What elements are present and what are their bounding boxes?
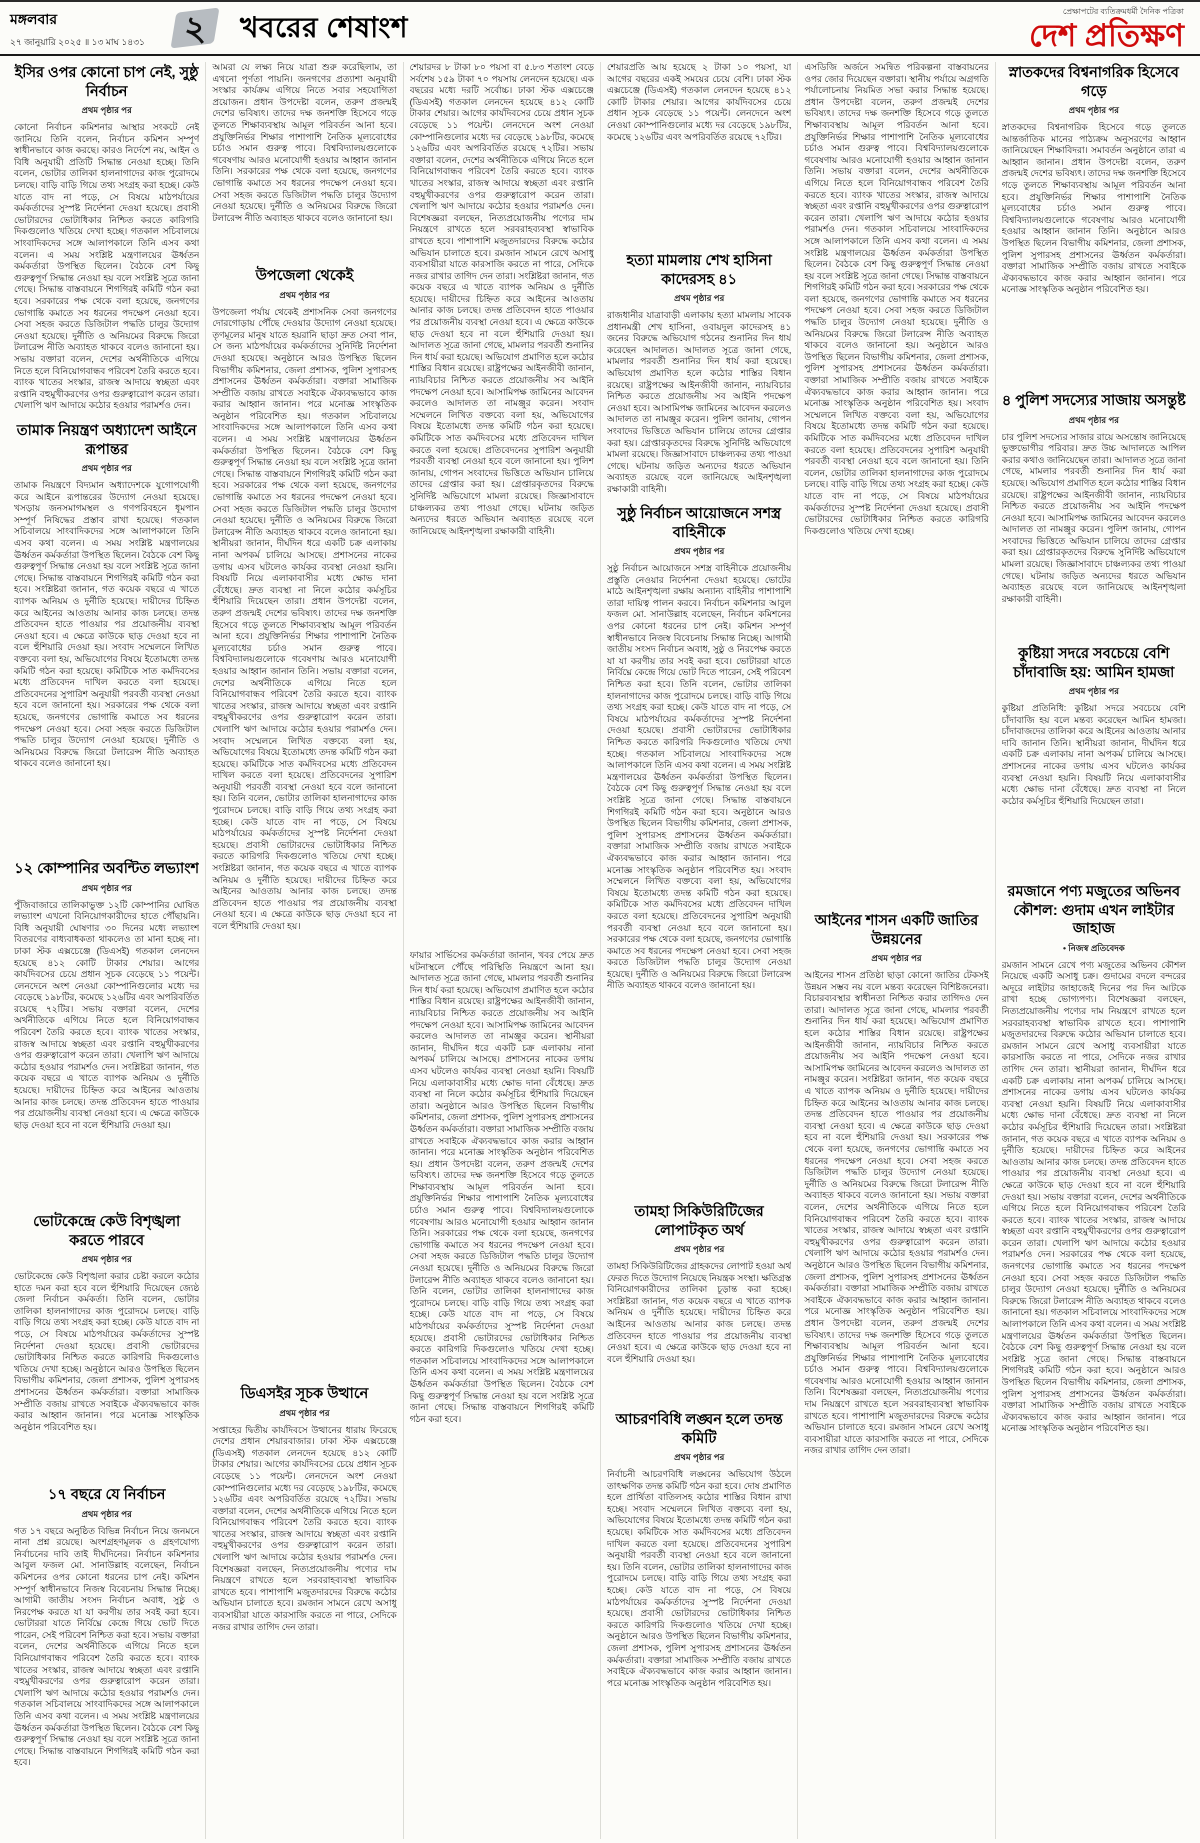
column-6 (995, 62, 1192, 1839)
date-line: ২৭ জানুয়ারি ২০২৫ ॥ ১৩ মাঘ ১৪৩১ (10, 37, 145, 47)
article-hasina-case (607, 250, 791, 495)
article-body: সুষ্ঠু নির্বাচন আয়োজনে সশস্ত্র বাহিনীকে প্রয়োজনীয় প্রস্তুতি নেওয়ার নির্দেশনা দেওয়া হয়েছে। ভোটের মাঠে আইনশৃঙ্খলা রক্ষায় অন্যান্য বাহিনীর পাশাপাশি তারা দায়িত্ব পালন করবে। নির্বাচন কমিশনার আবুল ফজল মো. সানাউল্লাহ বলেছেন, নির্বাচন কমিশনের ওপর কোনো ধরনের চাপ নেই। কমিশন সম্পূর্ণ স্বাধীনভাবে নিজস্ব বিবেচনায় সিদ্ধান্ত নিচ্ছে। আগামী জাতীয় সংসদ নির্বাচন অবাধ, সুষ্ঠু ও নিরপেক্ষ করতে যা যা করণীয় তার সবই করা হবে। ভোটাররা যাতে নির্বিঘ্নে কেন্দ্রে গিয়ে ভোট দিতে পারেন, সেই পরিবেশ নিশ্চিত করা হবে। তিনি বলেন, ভোটার তালিকা হালনাগাদের কাজ পুরোদমে চলছে। বাড়ি বাড়ি গিয়ে তথ্য সংগ্রহ করা হচ্ছে। কেউ যাতে বাদ না পড়ে, সে বিষয়ে মাঠপর্যায়ের কর্মকর্তাদের সুস্পষ্ট নির্দেশনা দেওয়া হয়েছে। প্রবাসী ভোটারদের ভোটাধিকার নিশ্চিত করতে কারিগরি দিকগুলোও খতিয়ে দেখা হচ্ছে। গতকাল সচিবালয়ে সাংবাদিকদের সঙ্গে আলাপকালে তিনি এসব কথা বলেন। এ সময় সংশ্লিষ্ট মন্ত্রণালয়ের ঊর্ধ্বতন কর্মকর্তারা উপস্থিত ছিলেন। বৈঠকে বেশ কিছু গুরুত্বপূর্ণ সিদ্ধান্ত নেওয়া হয় বলে সংশ্লিষ্ট সূত্রে জানা গেছে। সিদ্ধান্ত বাস্তবায়নে শিগগিরই কমিটি গঠন করা হবে। অনুষ্ঠানে আরও উপস্থিত ছিলেন বিভাগীয় কমিশনার, জেলা প্রশাসক, পুলিশ সুপারসহ প্রশাসনের ঊর্ধ্বতন কর্মকর্তারা। বক্তারা সামাজিক সম্প্রীতি বজায় রাখতে সবাইকে ঐক্যবদ্ধভাবে কাজ করার আহ্বান জানান। পরে মনোজ্ঞ সাংস্কৃতিক অনুষ্ঠান পরিবেশিত হয়। সংবাদ সম্মেলনে লিখিত বক্তব্যে বলা হয়, অভিযোগের বিষয়ে ইতোমধ্যে তদন্ত কমিটি গঠন করা হয়েছে। কমিটিকে সাত কর্মদিবসের মধ্যে প্রতিবেদন দাখিল করতে বলা হয়েছে। প্রতিবেদনের সুপারিশ অনুযায়ী পরবর্তী ব্যবস্থা নেওয়া হবে বলে জানানো হয়। সরকারের পক্ষ থেকে বলা হয়েছে, জনগণের ভোগান্তি কমাতে সব ধরনের পদক্ষেপ নেওয়া হবে। সেবা সহজ করতে ডিজিটাল পদ্ধতি চালুর উদ্যোগ নেওয়া হয়েছে। দুর্নীতি ও অনিয়মের বিরুদ্ধে জিরো টলারেন্স নীতি অব্যাহত থাকবে বলেও জানানো হয়। (606, 563, 792, 991)
continued-from-label: প্রথম পৃষ্ঠার পর (81, 1508, 132, 1519)
article-kushtia-extortion (1002, 643, 1186, 873)
article-headline: ৪ পুলিশ সদস্যের সাজায় অসন্তুষ্ট (1001, 393, 1186, 409)
continued-from-label: প্রথম পৃষ্ঠার পর (81, 463, 132, 474)
page-number: ২ (183, 10, 207, 48)
continued-from-label: প্রথম পৃষ্ঠার পর (674, 1244, 725, 1255)
article-tobacco-ordinance (14, 420, 199, 850)
article-polling-station-warning (14, 1211, 199, 1476)
column-4 (600, 62, 797, 1839)
article-armed-forces-election (607, 503, 791, 1193)
continued-from-label: প্রথম পৃষ্ঠার পর (674, 293, 725, 304)
article-body: কোনো নির্বাচন কমিশনার আস্থার সংকটে নেই জানিয়ে তিনি বলেন, নির্বাচন কমিশন সম্পূর্ণ স্বাধীনভাবে কাজ করছে। কারও নির্দেশে নয়, আইন ও বিধি অনুযায়ী প্রতিটি সিদ্ধান্ত নেওয়া হচ্ছে। তিনি বলেন, ভোটার তালিকা হালনাগাদের কাজ পুরোদমে চলছে। বাড়ি বাড়ি গিয়ে তথ্য সংগ্রহ করা হচ্ছে। কেউ যাতে বাদ না পড়ে, সে বিষয়ে মাঠপর্যায়ের কর্মকর্তাদের সুস্পষ্ট নির্দেশনা দেওয়া হয়েছে। প্রবাসী ভোটারদের ভোটাধিকার নিশ্চিত করতে কারিগরি দিকগুলোও খতিয়ে দেখা হচ্ছে। গতকাল সচিবালয়ে সাংবাদিকদের সঙ্গে আলাপকালে তিনি এসব কথা বলেন। এ সময় সংশ্লিষ্ট মন্ত্রণালয়ের ঊর্ধ্বতন কর্মকর্তারা উপস্থিত ছিলেন। বৈঠকে বেশ কিছু গুরুত্বপূর্ণ সিদ্ধান্ত নেওয়া হয় বলে সংশ্লিষ্ট সূত্রে জানা গেছে। সিদ্ধান্ত বাস্তবায়নে শিগগিরই কমিটি গঠন করা হবে। সরকারের পক্ষ থেকে বলা হয়েছে, জনগণের ভোগান্তি কমাতে সব ধরনের পদক্ষেপ নেওয়া হবে। সেবা সহজ করতে ডিজিটাল পদ্ধতি চালুর উদ্যোগ নেওয়া হয়েছে। দুর্নীতি ও অনিয়মের বিরুদ্ধে জিরো টলারেন্স নীতি অব্যাহত থাকবে বলেও জানানো হয়। সভায় বক্তারা বলেন, দেশের অর্থনীতিকে এগিয়ে নিতে হলে বিনিয়োগবান্ধব পরিবেশ তৈরি করতে হবে। ব্যাংক খাতের সংস্কার, রাজস্ব আদায়ে স্বচ্ছতা এবং রপ্তানি বহুমুখীকরণের ওপর গুরুত্বারোপ করেন তারা। খেলাপি ঋণ আদায়ে কঠোর হওয়ার পরামর্শও দেন। (14, 122, 200, 411)
article-headline: উপজেলা থেকেই (255, 268, 354, 284)
article-headline: রমজানে পণ্য মজুতের অভিনব কৌশল: গুদাম এখন লাইটার জাহাজ (1007, 884, 1181, 938)
article-headline: ডিএসইর সূচক উত্থানে (240, 1386, 369, 1402)
article-headline: তামাক নিয়ন্ত্রণ অধ্যাদেশ আইনে রূপান্তর (16, 423, 197, 458)
article-headline: আইনের শাসন একটি জাতির উন্নয়নের (814, 913, 979, 948)
date-block (10, 8, 160, 50)
article-headline: ইসির ওপর কোনো চাপ নেই, সুষ্ঠু নির্বাচন (14, 65, 199, 100)
article-headline: আচরণবিধি লঙ্ঘন হলে তদন্ত কমিটি (615, 1412, 783, 1447)
article-body: ভোটকেন্দ্রে কেউ বিশৃঙ্খলা করার চেষ্টা করলে কঠোর হাতে দমন করা হবে বলে হুঁশিয়ারি দিয়েছেন জ্যেষ্ঠ জেলা নির্বাচন কর্মকর্তা। তিনি বলেন, ভোটার তালিকা হালনাগাদের কাজ পুরোদমে চলছে। বাড়ি বাড়ি গিয়ে তথ্য সংগ্রহ করা হচ্ছে। কেউ যাতে বাদ না পড়ে, সে বিষয়ে মাঠপর্যায়ের কর্মকর্তাদের সুস্পষ্ট নির্দেশনা দেওয়া হয়েছে। প্রবাসী ভোটারদের ভোটাধিকার নিশ্চিত করতে কারিগরি দিকগুলোও খতিয়ে দেখা হচ্ছে। অনুষ্ঠানে আরও উপস্থিত ছিলেন বিভাগীয় কমিশনার, জেলা প্রশাসক, পুলিশ সুপারসহ প্রশাসনের ঊর্ধ্বতন কর্মকর্তারা। বক্তারা সামাজিক সম্প্রীতি বজায় রাখতে সবাইকে ঐক্যবদ্ধভাবে কাজ করার আহ্বান জানান। পরে মনোজ্ঞ সাংস্কৃতিক অনুষ্ঠান পরিবেশিত হয়। (14, 1271, 200, 1432)
article-body: চার পুলিশ সদস্যের সাজার রায়ে অসন্তোষ জানিয়েছে ভুক্তভোগীর পরিবার। দ্রুত উচ্চ আদালতে আপিল করার কথাও জানিয়েছেন তারা। আদালত সূত্রে জানা গেছে, মামলার পরবর্তী শুনানির দিন ধার্য করা হয়েছে। অভিযোগ প্রমাণিত হলে কঠোর শাস্তির বিধান রয়েছে। রাষ্ট্রপক্ষের আইনজীবী জানান, ন্যায়বিচার নিশ্চিত করতে প্রয়োজনীয় সব আইনি পদক্ষেপ নেওয়া হবে। আসামিপক্ষ জামিনের আবেদন করলেও আদালত তা নামঞ্জুর করেন। পুলিশ জানায়, গোপন সংবাদের ভিত্তিতে অভিযান চালিয়ে তাদের গ্রেপ্তার করা হয়। গ্রেপ্তারকৃতদের বিরুদ্ধে সুনির্দিষ্ট অভিযোগে মামলা রয়েছে। জিজ্ঞাসাবাদে চাঞ্চল্যকর তথ্য পাওয়া গেছে। ঘটনায় জড়িত অন্যদের ধরতে অভিযান অব্যাহত রয়েছে বলে জানিয়েছে আইনশৃঙ্খলা রক্ষাকারী বাহিনী। (1001, 431, 1186, 604)
column-2 (205, 62, 402, 1839)
continued-from-label: প্রথম পৃষ্ঠার পর (871, 953, 922, 964)
article-dse-index (212, 1383, 396, 1839)
article-body: আমরা যে লক্ষ্য নিয়ে যাত্রা শুরু করেছিলাম, তা এখনো পূর্ণতা পায়নি। জনগণের প্রত্যাশা অনুযায়ী সংস্কার কার্যক্রম এগিয়ে নিতে সবার সহযোগিতা প্রয়োজন। প্রধান উপদেষ্টা বলেন, তরুণ প্রজন্মই দেশের ভবিষ্যৎ। তাদের দক্ষ জনশক্তি হিসেবে গড়ে তুলতে শিক্ষাব্যবস্থায় আমূল পরিবর্তন আনা হবে। প্রযুক্তিনির্ভর শিক্ষার পাশাপাশি নৈতিক মূল্যবোধের চর্চাও সমান গুরুত্ব পাবে। বিশ্ববিদ্যালয়গুলোকে গবেষণায় আরও মনোযোগী হওয়ার আহ্বান জানান তিনি। সরকারের পক্ষ থেকে বলা হয়েছে, জনগণের ভোগান্তি কমাতে সব ধরনের পদক্ষেপ নেওয়া হবে। সেবা সহজ করতে ডিজিটাল পদ্ধতি চালুর উদ্যোগ নেওয়া হয়েছে। দুর্নীতি ও অনিয়মের বিরুদ্ধে জিরো টলারেন্স নীতি অব্যাহত থাকবে বলেও জানানো হয়। (212, 62, 397, 223)
article-ec-no-pressure (14, 62, 199, 412)
article-headline: ভোটকেন্দ্রে কেউ বিশৃঙ্খলা করতে পারবে (33, 1214, 181, 1249)
article-body: সপ্তাহের দ্বিতীয় কার্যদিবসে উত্থানের ধারায় ফিরেছে দেশের প্রধান শেয়ারবাজার। ঢাকা স্টক এক্সচেঞ্জে (ডিএসই) গতকাল লেনদেন হয়েছে ৪১২ কোটি টাকার শেয়ার। আগের কার্যদিবসের চেয়ে প্রধান সূচক বেড়েছে ১১ পয়েন্ট। লেনদেনে অংশ নেওয়া কোম্পানিগুলোর মধ্যে দর বেড়েছে ১৯৮টির, কমেছে ১২৬টির এবং অপরিবর্তিত রয়েছে ৭২টির। সভায় বক্তারা বলেন, দেশের অর্থনীতিকে এগিয়ে নিতে হলে বিনিয়োগবান্ধব পরিবেশ তৈরি করতে হবে। ব্যাংক খাতের সংস্কার, রাজস্ব আদায়ে স্বচ্ছতা এবং রপ্তানি বহুমুখীকরণের ওপর গুরুত্বারোপ করেন তারা। খেলাপি ঋণ আদায়ে কঠোর হওয়ার পরামর্শও দেন। বিশেষজ্ঞরা বলছেন, নিত্যপ্রয়োজনীয় পণ্যের দাম নিয়ন্ত্রণে রাখতে হলে সরবরাহব্যবস্থা স্বাভাবিক রাখতে হবে। পাশাপাশি মজুতদারদের বিরুদ্ধে কঠোর অভিযান চালাতে হবে। রমজান সামনে রেখে অসাধু ব্যবসায়ীরা যাতে কারসাজি করতে না পারে, সেদিকে নজর রাখার তাগিদ দেন তারা। (212, 1424, 397, 1632)
article-body: শেয়ারপ্রতি আয় হয়েছে ২ টাকা ১০ পয়সা, যা আগের বছরের একই সময়ের চেয়ে বেশি। ঢাকা স্টক এক্সচেঞ্জে (ডিএসই) গতকাল লেনদেন হয়েছে ৪১২ কোটি টাকার শেয়ার। আগের কার্যদিবসের চেয়ে প্রধান সূচক বেড়েছে ১১ পয়েন্ট। লেনদেনে অংশ নেওয়া কোম্পানিগুলোর মধ্যে দর বেড়েছে ১৯৮টির, কমেছে ১২৬টির এবং অপরিবর্তিত রয়েছে ৭২টির। (606, 62, 792, 142)
article-12-companies-dividend (14, 858, 199, 1203)
article-headline: ১২ কোম্পানির অবন্টিত লভ্যাংশ (14, 861, 200, 877)
continued-from-label: প্রথম পৃষ্ঠার পর (81, 882, 132, 893)
article-continuation (410, 62, 594, 942)
article-body: গত ১৭ বছরে অনুষ্ঠিত বিভিন্ন নির্বাচন নিয়ে জনমনে নানা প্রশ্ন রয়েছে। অংশগ্রহণমূলক ও গ্রহণযোগ্য নির্বাচনের দাবি তাই দীর্ঘদিনের। নির্বাচন কমিশনার আবুল ফজল মো. সানাউল্লাহ বলেছেন, নির্বাচন কমিশনের ওপর কোনো ধরনের চাপ নেই। কমিশন সম্পূর্ণ স্বাধীনভাবে নিজস্ব বিবেচনায় সিদ্ধান্ত নিচ্ছে। আগামী জাতীয় সংসদ নির্বাচন অবাধ, সুষ্ঠু ও নিরপেক্ষ করতে যা যা করণীয় তার সবই করা হবে। ভোটাররা যাতে নির্বিঘ্নে কেন্দ্রে গিয়ে ভোট দিতে পারেন, সেই পরিবেশ নিশ্চিত করা হবে। সভায় বক্তারা বলেন, দেশের অর্থনীতিকে এগিয়ে নিতে হলে বিনিয়োগবান্ধব পরিবেশ তৈরি করতে হবে। ব্যাংক খাতের সংস্কার, রাজস্ব আদায়ে স্বচ্ছতা এবং রপ্তানি বহুমুখীকরণের ওপর গুরুত্বারোপ করেন তারা। খেলাপি ঋণ আদায়ে কঠোর হওয়ার পরামর্শও দেন। গতকাল সচিবালয়ে সাংবাদিকদের সঙ্গে আলাপকালে তিনি এসব কথা বলেন। এ সময় সংশ্লিষ্ট মন্ত্রণালয়ের ঊর্ধ্বতন কর্মকর্তারা উপস্থিত ছিলেন। বৈঠকে বেশ কিছু গুরুত্বপূর্ণ সিদ্ধান্ত নেওয়া হয় বলে সংশ্লিষ্ট সূত্রে জানা গেছে। সিদ্ধান্ত বাস্তবায়নে শিগগিরই কমিটি গঠন করা হবে। (14, 1525, 200, 1768)
article-body: কুষ্টিয়া প্রতিনিধি: কুষ্টিয়া সদরে সবচেয়ে বেশি চাঁদাবাজি হয় বলে মন্তব্য করেছেন আমিন হামজা। চাঁদাবাজদের তালিকা করে আইনের আওতায় আনার দাবি জানান তিনি। স্থানীয়রা জানান, দীর্ঘদিন ধরে একটি চক্র এলাকায় নানা অপকর্ম চালিয়ে আসছে। প্রশাসনের নাকের ডগায় এসব ঘটলেও কার্যকর ব্যবস্থা নেওয়া হয়নি। বিষয়টি নিয়ে এলাকাবাসীর মধ্যে ক্ষোভ দানা বেঁধেছে। দ্রুত ব্যবস্থা না নিলে কঠোর কর্মসূচির হুঁশিয়ারি দিয়েছেন তারা। (1001, 703, 1186, 806)
article-columns (0, 56, 1200, 1839)
article-tamha-securities (607, 1201, 791, 1401)
logo-tagline: প্রেক্ষাপটের ব্যতিক্রমধর্মী দৈনিক পত্রিকা (1062, 6, 1184, 16)
article-headline: স্নাতকদের বিশ্বনাগরিক হিসেবে গড়ে (1008, 65, 1179, 100)
article-body: স্নাতকদের বিশ্বনাগরিক হিসেবে গড়ে তুলতে আন্তর্জাতিক মানের পাঠ্যক্রম অনুসরণের আহ্বান জানিয়েছেন শিক্ষাবিদরা। সমাবর্তন অনুষ্ঠানে তারা এ আহ্বান জানান। প্রধান উপদেষ্টা বলেন, তরুণ প্রজন্মই দেশের ভবিষ্যৎ। তাদের দক্ষ জনশক্তি হিসেবে গড়ে তুলতে শিক্ষাব্যবস্থায় আমূল পরিবর্তন আনা হবে। প্রযুক্তিনির্ভর শিক্ষার পাশাপাশি নৈতিক মূল্যবোধের চর্চাও সমান গুরুত্ব পাবে। বিশ্ববিদ্যালয়গুলোকে গবেষণায় আরও মনোযোগী হওয়ার আহ্বান জানান তিনি। অনুষ্ঠানে আরও উপস্থিত ছিলেন বিভাগীয় কমিশনার, জেলা প্রশাসক, পুলিশ সুপারসহ প্রশাসনের ঊর্ধ্বতন কর্মকর্তারা। বক্তারা সামাজিক সম্প্রীতি বজায় রাখতে সবাইকে ঐক্যবদ্ধভাবে কাজ করার আহ্বান জানান। পরে মনোজ্ঞ সাংস্কৃতিক অনুষ্ঠান পরিবেশিত হয়। (1001, 122, 1186, 295)
article-headline: সুষ্ঠু নির্বাচন আয়োজনে সশস্ত্র বাহিনীকে (617, 506, 782, 541)
article-upazila (212, 265, 396, 1375)
continued-from-label: প্রথম পৃষ্ঠার পর (1068, 686, 1119, 697)
article-body: ফায়ার সার্ভিসের কর্মকর্তারা জানান, খবর পেয়ে দ্রুত ঘটনাস্থলে পৌঁছে পরিস্থিতি নিয়ন্ত্রণে আনা হয়। আদালত সূত্রে জানা গেছে, মামলার পরবর্তী শুনানির দিন ধার্য করা হয়েছে। অভিযোগ প্রমাণিত হলে কঠোর শাস্তির বিধান রয়েছে। রাষ্ট্রপক্ষের আইনজীবী জানান, ন্যায়বিচার নিশ্চিত করতে প্রয়োজনীয় সব আইনি পদক্ষেপ নেওয়া হবে। আসামিপক্ষ জামিনের আবেদন করলেও আদালত তা নামঞ্জুর করেন। স্থানীয়রা জানান, দীর্ঘদিন ধরে একটি চক্র এলাকায় নানা অপকর্ম চালিয়ে আসছে। প্রশাসনের নাকের ডগায় এসব ঘটলেও কার্যকর ব্যবস্থা নেওয়া হয়নি। বিষয়টি নিয়ে এলাকাবাসীর মধ্যে ক্ষোভ দানা বেঁধেছে। দ্রুত ব্যবস্থা না নিলে কঠোর কর্মসূচির হুঁশিয়ারি দিয়েছেন তারা। অনুষ্ঠানে আরও উপস্থিত ছিলেন বিভাগীয় কমিশনার, জেলা প্রশাসক, পুলিশ সুপারসহ প্রশাসনের ঊর্ধ্বতন কর্মকর্তারা। বক্তারা সামাজিক সম্প্রীতি বজায় রাখতে সবাইকে ঐক্যবদ্ধভাবে কাজ করার আহ্বান জানান। পরে মনোজ্ঞ সাংস্কৃতিক অনুষ্ঠান পরিবেশিত হয়। প্রধান উপদেষ্টা বলেন, তরুণ প্রজন্মই দেশের ভবিষ্যৎ। তাদের দক্ষ জনশক্তি হিসেবে গড়ে তুলতে শিক্ষাব্যবস্থায় আমূল পরিবর্তন আনা হবে। প্রযুক্তিনির্ভর শিক্ষার পাশাপাশি নৈতিক মূল্যবোধের চর্চাও সমান গুরুত্ব পাবে। বিশ্ববিদ্যালয়গুলোকে গবেষণায় আরও মনোযোগী হওয়ার আহ্বান জানান তিনি। সরকারের পক্ষ থেকে বলা হয়েছে, জনগণের ভোগান্তি কমাতে সব ধরনের পদক্ষেপ নেওয়া হবে। সেবা সহজ করতে ডিজিটাল পদ্ধতি চালুর উদ্যোগ নেওয়া হয়েছে। দুর্নীতি ও অনিয়মের বিরুদ্ধে জিরো টলারেন্স নীতি অব্যাহত থাকবে বলেও জানানো হয়। তিনি বলেন, ভোটার তালিকা হালনাগাদের কাজ পুরোদমে চলছে। বাড়ি বাড়ি গিয়ে তথ্য সংগ্রহ করা হচ্ছে। কেউ যাতে বাদ না পড়ে, সে বিষয়ে মাঠপর্যায়ের কর্মকর্তাদের সুস্পষ্ট নির্দেশনা দেওয়া হয়েছে। প্রবাসী ভোটারদের ভোটাধিকার নিশ্চিত করতে কারিগরি দিকগুলোও খতিয়ে দেখা হচ্ছে। গতকাল সচিবালয়ে সাংবাদিকদের সঙ্গে আলাপকালে তিনি এসব কথা বলেন। এ সময় সংশ্লিষ্ট মন্ত্রণালয়ের ঊর্ধ্বতন কর্মকর্তারা উপস্থিত ছিলেন। বৈঠকে বেশ কিছু গুরুত্বপূর্ণ সিদ্ধান্ত নেওয়া হয় বলে সংশ্লিষ্ট সূত্রে জানা গেছে। সিদ্ধান্ত বাস্তবায়নে শিগগিরই কমিটি গঠন করা হবে। (409, 950, 594, 1424)
article-headline: কুষ্টিয়া সদরে সবচেয়ে বেশি চাঁদাবাজি হয়: আমিন হামজা (1013, 646, 1175, 681)
article-headline: তামহা সিকিউরিটিজের লোপাটকৃত অর্থ (634, 1204, 764, 1239)
continued-from-label: প্রথম পৃষ্ঠার পর (279, 289, 330, 300)
column-1 (8, 62, 205, 1839)
continued-from-label: প্রথম পৃষ্ঠার পর (1068, 414, 1119, 425)
article-graduates-global-citizens (1002, 62, 1186, 382)
article-headline: হত্যা মামলায় শেখ হাসিনা কাদেরসহ ৪১ (626, 253, 772, 288)
article-police-sentence (1002, 390, 1186, 635)
section-title: খবরের শেষাংশ (240, 11, 408, 43)
column-5 (797, 62, 994, 1839)
article-headline: ১৭ বছরে যে নির্বাচন (47, 1487, 166, 1503)
article-body: রাজধানীর যাত্রাবাড়ী এলাকায় হত্যা মামলায় সাবেক প্রধানমন্ত্রী শেখ হাসিনা, ওবায়দুল কাদেরসহ ৪১ জনের বিরুদ্ধে অভিযোগ গঠনের শুনানির দিন ধার্য করেছেন আদালত। আদালত সূত্রে জানা গেছে, মামলার পরবর্তী শুনানির দিন ধার্য করা হয়েছে। অভিযোগ প্রমাণিত হলে কঠোর শাস্তির বিধান রয়েছে। রাষ্ট্রপক্ষের আইনজীবী জানান, ন্যায়বিচার নিশ্চিত করতে প্রয়োজনীয় সব আইনি পদক্ষেপ নেওয়া হবে। আসামিপক্ষ জামিনের আবেদন করলেও আদালত তা নামঞ্জুর করেন। পুলিশ জানায়, গোপন সংবাদের ভিত্তিতে অভিযান চালিয়ে তাদের গ্রেপ্তার করা হয়। গ্রেপ্তারকৃতদের বিরুদ্ধে সুনির্দিষ্ট অভিযোগে মামলা রয়েছে। জিজ্ঞাসাবাদে চাঞ্চল্যকর তথ্য পাওয়া গেছে। ঘটনায় জড়িত অন্যদের ধরতে অভিযান অব্যাহত রয়েছে বলে জানিয়েছে আইনশৃঙ্খলা রক্ষাকারী বাহিনী। (606, 310, 792, 494)
article-body: শেয়ারদর ৮ টাকা ৮০ পয়সা বা ৫.৮৩ শতাংশ বেড়ে সর্বশেষ ১৫৯ টাকা ৭০ পয়সায় লেনদেন হয়েছে। এক বছরের মধ্যে দরটি সর্বোচ্চ। ঢাকা স্টক এক্সচেঞ্জে (ডিএসই) গতকাল লেনদেন হয়েছে ৪১২ কোটি টাকার শেয়ার। আগের কার্যদিবসের চেয়ে প্রধান সূচক বেড়েছে ১১ পয়েন্ট। লেনদেনে অংশ নেওয়া কোম্পানিগুলোর মধ্যে দর বেড়েছে ১৯৮টির, কমেছে ১২৬টির এবং অপরিবর্তিত রয়েছে ৭২টির। সভায় বক্তারা বলেন, দেশের অর্থনীতিকে এগিয়ে নিতে হলে বিনিয়োগবান্ধব পরিবেশ তৈরি করতে হবে। ব্যাংক খাতের সংস্কার, রাজস্ব আদায়ে স্বচ্ছতা এবং রপ্তানি বহুমুখীকরণের ওপর গুরুত্বারোপ করেন তারা। খেলাপি ঋণ আদায়ে কঠোর হওয়ার পরামর্শও দেন। বিশেষজ্ঞরা বলছেন, নিত্যপ্রয়োজনীয় পণ্যের দাম নিয়ন্ত্রণে রাখতে হলে সরবরাহব্যবস্থা স্বাভাবিক রাখতে হবে। পাশাপাশি মজুতদারদের বিরুদ্ধে কঠোর অভিযান চালাতে হবে। রমজান সামনে রেখে অসাধু ব্যবসায়ীরা যাতে কারসাজি করতে না পারে, সেদিকে নজর রাখার তাগিদ দেন তারা। সংশ্লিষ্টরা জানান, গত কয়েক বছরে এ খাতে ব্যাপক অনিয়ম ও দুর্নীতি হয়েছে। দায়ীদের চিহ্নিত করে আইনের আওতায় আনার কাজ চলছে। তদন্ত প্রতিবেদন হাতে পাওয়ার পর প্রয়োজনীয় ব্যবস্থা নেওয়া হবে। এ ক্ষেত্রে কাউকে ছাড় দেওয়া হবে না বলে হুঁশিয়ারি দেওয়া হয়। আদালত সূত্রে জানা গেছে, মামলার পরবর্তী শুনানির দিন ধার্য করা হয়েছে। অভিযোগ প্রমাণিত হলে কঠোর শাস্তির বিধান রয়েছে। রাষ্ট্রপক্ষের আইনজীবী জানান, ন্যায়বিচার নিশ্চিত করতে প্রয়োজনীয় সব আইনি পদক্ষেপ নেওয়া হবে। আসামিপক্ষ জামিনের আবেদন করলেও আদালত তা নামঞ্জুর করেন। সংবাদ সম্মেলনে লিখিত বক্তব্যে বলা হয়, অভিযোগের বিষয়ে ইতোমধ্যে তদন্ত কমিটি গঠন করা হয়েছে। কমিটিকে সাত কর্মদিবসের মধ্যে প্রতিবেদন দাখিল করতে বলা হয়েছে। প্রতিবেদনের সুপারিশ অনুযায়ী পরবর্তী ব্যবস্থা নেওয়া হবে বলে জানানো হয়। পুলিশ জানায়, গোপন সংবাদের ভিত্তিতে অভিযান চালিয়ে তাদের গ্রেপ্তার করা হয়। গ্রেপ্তারকৃতদের বিরুদ্ধে সুনির্দিষ্ট অভিযোগে মামলা রয়েছে। জিজ্ঞাসাবাদে চাঞ্চল্যকর তথ্য পাওয়া গেছে। ঘটনায় জড়িত অন্যদের ধরতে অভিযান অব্যাহত রয়েছে বলে জানিয়েছে আইনশৃঙ্খলা রক্ষাকারী বাহিনী। (409, 62, 594, 536)
article-body: নির্বাচনী আচরণবিধি লঙ্ঘনের অভিযোগ উঠলে তাৎক্ষণিক তদন্ত কমিটি গঠন করা হবে। দোষ প্রমাণিত হলে প্রার্থিতা বাতিলসহ কঠোর শাস্তির বিধান রাখা হচ্ছে। সংবাদ সম্মেলনে লিখিত বক্তব্যে বলা হয়, অভিযোগের বিষয়ে ইতোমধ্যে তদন্ত কমিটি গঠন করা হয়েছে। কমিটিকে সাত কর্মদিবসের মধ্যে প্রতিবেদন দাখিল করতে বলা হয়েছে। প্রতিবেদনের সুপারিশ অনুযায়ী পরবর্তী ব্যবস্থা নেওয়া হবে বলে জানানো হয়। তিনি বলেন, ভোটার তালিকা হালনাগাদের কাজ পুরোদমে চলছে। বাড়ি বাড়ি গিয়ে তথ্য সংগ্রহ করা হচ্ছে। কেউ যাতে বাদ না পড়ে, সে বিষয়ে মাঠপর্যায়ের কর্মকর্তাদের সুস্পষ্ট নির্দেশনা দেওয়া হয়েছে। প্রবাসী ভোটারদের ভোটাধিকার নিশ্চিত করতে কারিগরি দিকগুলোও খতিয়ে দেখা হচ্ছে। অনুষ্ঠানে আরও উপস্থিত ছিলেন বিভাগীয় কমিশনার, জেলা প্রশাসক, পুলিশ সুপারসহ প্রশাসনের ঊর্ধ্বতন কর্মকর্তারা। বক্তারা সামাজিক সম্প্রীতি বজায় রাখতে সবাইকে ঐক্যবদ্ধভাবে কাজ করার আহ্বান জানান। পরে মনোজ্ঞ সাংস্কৃতিক অনুষ্ঠান পরিবেশিত হয়। (606, 1469, 792, 1688)
article-body: আইনের শাসন প্রতিষ্ঠা ছাড়া কোনো জাতির টেকসই উন্নয়ন সম্ভব নয় বলে মন্তব্য করেছেন বিশিষ্টজনেরা। বিচারব্যবস্থার স্বাধীনতা নিশ্চিত করার তাগিদও দেন তারা। আদালত সূত্রে জানা গেছে, মামলার পরবর্তী শুনানির দিন ধার্য করা হয়েছে। অভিযোগ প্রমাণিত হলে কঠোর শাস্তির বিধান রয়েছে। রাষ্ট্রপক্ষের আইনজীবী জানান, ন্যায়বিচার নিশ্চিত করতে প্রয়োজনীয় সব আইনি পদক্ষেপ নেওয়া হবে। আসামিপক্ষ জামিনের আবেদন করলেও আদালত তা নামঞ্জুর করেন। সংশ্লিষ্টরা জানান, গত কয়েক বছরে এ খাতে ব্যাপক অনিয়ম ও দুর্নীতি হয়েছে। দায়ীদের চিহ্নিত করে আইনের আওতায় আনার কাজ চলছে। তদন্ত প্রতিবেদন হাতে পাওয়ার পর প্রয়োজনীয় ব্যবস্থা নেওয়া হবে। এ ক্ষেত্রে কাউকে ছাড় দেওয়া হবে না বলে হুঁশিয়ারি দেওয়া হয়। সরকারের পক্ষ থেকে বলা হয়েছে, জনগণের ভোগান্তি কমাতে সব ধরনের পদক্ষেপ নেওয়া হবে। সেবা সহজ করতে ডিজিটাল পদ্ধতি চালুর উদ্যোগ নেওয়া হয়েছে। দুর্নীতি ও অনিয়মের বিরুদ্ধে জিরো টলারেন্স নীতি অব্যাহত থাকবে বলেও জানানো হয়। সভায় বক্তারা বলেন, দেশের অর্থনীতিকে এগিয়ে নিতে হলে বিনিয়োগবান্ধব পরিবেশ তৈরি করতে হবে। ব্যাংক খাতের সংস্কার, রাজস্ব আদায়ে স্বচ্ছতা এবং রপ্তানি বহুমুখীকরণের ওপর গুরুত্বারোপ করেন তারা। খেলাপি ঋণ আদায়ে কঠোর হওয়ার পরামর্শও দেন। অনুষ্ঠানে আরও উপস্থিত ছিলেন বিভাগীয় কমিশনার, জেলা প্রশাসক, পুলিশ সুপারসহ প্রশাসনের ঊর্ধ্বতন কর্মকর্তারা। বক্তারা সামাজিক সম্প্রীতি বজায় রাখতে সবাইকে ঐক্যবদ্ধভাবে কাজ করার আহ্বান জানান। পরে মনোজ্ঞ সাংস্কৃতিক অনুষ্ঠান পরিবেশিত হয়। প্রধান উপদেষ্টা বলেন, তরুণ প্রজন্মই দেশের ভবিষ্যৎ। তাদের দক্ষ জনশক্তি হিসেবে গড়ে তুলতে শিক্ষাব্যবস্থায় আমূল পরিবর্তন আনা হবে। প্রযুক্তিনির্ভর শিক্ষার পাশাপাশি নৈতিক মূল্যবোধের চর্চাও সমান গুরুত্ব পাবে। বিশ্ববিদ্যালয়গুলোকে গবেষণায় আরও মনোযোগী হওয়ার আহ্বান জানান তিনি। বিশেষজ্ঞরা বলছেন, নিত্যপ্রয়োজনীয় পণ্যের দাম নিয়ন্ত্রণে রাখতে হলে সরবরাহব্যবস্থা স্বাভাবিক রাখতে হবে। পাশাপাশি মজুতদারদের বিরুদ্ধে কঠোর অভিযান চালাতে হবে। রমজান সামনে রেখে অসাধু ব্যবসায়ীরা যাতে কারসাজি করতে না পারে, সেদিকে নজর রাখার তাগিদ দেন তারা। (804, 970, 989, 1456)
masthead (0, 2, 1200, 56)
article-body: তামাক নিয়ন্ত্রণে বিদ্যমান অধ্যাদেশকে যুগোপযোগী করে আইনে রূপান্তরের উদ্যোগ নেওয়া হয়েছে। খসড়ায় জনসমাগমস্থল ও গণপরিবহনে ধূমপান সম্পূর্ণ নিষিদ্ধের প্রস্তাব রাখা হয়েছে। গতকাল সচিবালয়ে সাংবাদিকদের সঙ্গে আলাপকালে তিনি এসব কথা বলেন। এ সময় সংশ্লিষ্ট মন্ত্রণালয়ের ঊর্ধ্বতন কর্মকর্তারা উপস্থিত ছিলেন। বৈঠকে বেশ কিছু গুরুত্বপূর্ণ সিদ্ধান্ত নেওয়া হয় বলে সংশ্লিষ্ট সূত্রে জানা গেছে। সিদ্ধান্ত বাস্তবায়নে শিগগিরই কমিটি গঠন করা হবে। সংশ্লিষ্টরা জানান, গত কয়েক বছরে এ খাতে ব্যাপক অনিয়ম ও দুর্নীতি হয়েছে। দায়ীদের চিহ্নিত করে আইনের আওতায় আনার কাজ চলছে। তদন্ত প্রতিবেদন হাতে পাওয়ার পর প্রয়োজনীয় ব্যবস্থা নেওয়া হবে। এ ক্ষেত্রে কাউকে ছাড় দেওয়া হবে না বলে হুঁশিয়ারি দেওয়া হয়। সংবাদ সম্মেলনে লিখিত বক্তব্যে বলা হয়, অভিযোগের বিষয়ে ইতোমধ্যে তদন্ত কমিটি গঠন করা হয়েছে। কমিটিকে সাত কর্মদিবসের মধ্যে প্রতিবেদন দাখিল করতে বলা হয়েছে। প্রতিবেদনের সুপারিশ অনুযায়ী পরবর্তী ব্যবস্থা নেওয়া হবে বলে জানানো হয়। সরকারের পক্ষ থেকে বলা হয়েছে, জনগণের ভোগান্তি কমাতে সব ধরনের পদক্ষেপ নেওয়া হবে। সেবা সহজ করতে ডিজিটাল পদ্ধতি চালুর উদ্যোগ নেওয়া হয়েছে। দুর্নীতি ও অনিয়মের বিরুদ্ধে জিরো টলারেন্স নীতি অব্যাহত থাকবে বলেও জানানো হয়। (14, 480, 200, 769)
continued-from-label: প্রথম পৃষ্ঠার পর (1068, 105, 1119, 116)
article-body: উপজেলা পর্যায় থেকেই প্রশাসনিক সেবা জনগণের দোরগোড়ায় পৌঁছে দেওয়ার উদ্যোগ নেওয়া হয়েছে। তৃণমূলের মানুষ যাতে হয়রানি ছাড়া দ্রুত সেবা পান, সে জন্য মাঠপর্যায়ের কর্মকর্তাদের সুনির্দিষ্ট নির্দেশনা দেওয়া হয়েছে। অনুষ্ঠানে আরও উপস্থিত ছিলেন বিভাগীয় কমিশনার, জেলা প্রশাসক, পুলিশ সুপারসহ প্রশাসনের ঊর্ধ্বতন কর্মকর্তারা। বক্তারা সামাজিক সম্প্রীতি বজায় রাখতে সবাইকে ঐক্যবদ্ধভাবে কাজ করার আহ্বান জানান। পরে মনোজ্ঞ সাংস্কৃতিক অনুষ্ঠান পরিবেশিত হয়। গতকাল সচিবালয়ে সাংবাদিকদের সঙ্গে আলাপকালে তিনি এসব কথা বলেন। এ সময় সংশ্লিষ্ট মন্ত্রণালয়ের ঊর্ধ্বতন কর্মকর্তারা উপস্থিত ছিলেন। বৈঠকে বেশ কিছু গুরুত্বপূর্ণ সিদ্ধান্ত নেওয়া হয় বলে সংশ্লিষ্ট সূত্রে জানা গেছে। সিদ্ধান্ত বাস্তবায়নে শিগগিরই কমিটি গঠন করা হবে। সরকারের পক্ষ থেকে বলা হয়েছে, জনগণের ভোগান্তি কমাতে সব ধরনের পদক্ষেপ নেওয়া হবে। সেবা সহজ করতে ডিজিটাল পদ্ধতি চালুর উদ্যোগ নেওয়া হয়েছে। দুর্নীতি ও অনিয়মের বিরুদ্ধে জিরো টলারেন্স নীতি অব্যাহত থাকবে বলেও জানানো হয়। স্থানীয়রা জানান, দীর্ঘদিন ধরে একটি চক্র এলাকায় নানা অপকর্ম চালিয়ে আসছে। প্রশাসনের নাকের ডগায় এসব ঘটলেও কার্যকর ব্যবস্থা নেওয়া হয়নি। বিষয়টি নিয়ে এলাকাবাসীর মধ্যে ক্ষোভ দানা বেঁধেছে। দ্রুত ব্যবস্থা না নিলে কঠোর কর্মসূচির হুঁশিয়ারি দিয়েছেন তারা। প্রধান উপদেষ্টা বলেন, তরুণ প্রজন্মই দেশের ভবিষ্যৎ। তাদের দক্ষ জনশক্তি হিসেবে গড়ে তুলতে শিক্ষাব্যবস্থায় আমূল পরিবর্তন আনা হবে। প্রযুক্তিনির্ভর শিক্ষার পাশাপাশি নৈতিক মূল্যবোধের চর্চাও সমান গুরুত্ব পাবে। বিশ্ববিদ্যালয়গুলোকে গবেষণায় আরও মনোযোগী হওয়ার আহ্বান জানান তিনি। সভায় বক্তারা বলেন, দেশের অর্থনীতিকে এগিয়ে নিতে হলে বিনিয়োগবান্ধব পরিবেশ তৈরি করতে হবে। ব্যাংক খাতের সংস্কার, রাজস্ব আদায়ে স্বচ্ছতা এবং রপ্তানি বহুমুখীকরণের ওপর গুরুত্বারোপ করেন তারা। খেলাপি ঋণ আদায়ে কঠোর হওয়ার পরামর্শও দেন। সংবাদ সম্মেলনে লিখিত বক্তব্যে বলা হয়, অভিযোগের বিষয়ে ইতোমধ্যে তদন্ত কমিটি গঠন করা হয়েছে। কমিটিকে সাত কর্মদিবসের মধ্যে প্রতিবেদন দাখিল করতে বলা হয়েছে। প্রতিবেদনের সুপারিশ অনুযায়ী পরবর্তী ব্যবস্থা নেওয়া হবে বলে জানানো হয়। তিনি বলেন, ভোটার তালিকা হালনাগাদের কাজ পুরোদমে চলছে। বাড়ি বাড়ি গিয়ে তথ্য সংগ্রহ করা হচ্ছে। কেউ যাতে বাদ না পড়ে, সে বিষয়ে মাঠপর্যায়ের কর্মকর্তাদের সুস্পষ্ট নির্দেশনা দেওয়া হয়েছে। প্রবাসী ভোটারদের ভোটাধিকার নিশ্চিত করতে কারিগরি দিকগুলোও খতিয়ে দেখা হচ্ছে। সংশ্লিষ্টরা জানান, গত কয়েক বছরে এ খাতে ব্যাপক অনিয়ম ও দুর্নীতি হয়েছে। দায়ীদের চিহ্নিত করে আইনের আওতায় আনার কাজ চলছে। তদন্ত প্রতিবেদন হাতে পাওয়ার পর প্রয়োজনীয় ব্যবস্থা নেওয়া হবে। এ ক্ষেত্রে কাউকে ছাড় দেওয়া হবে না বলে হুঁশিয়ারি দেওয়া হয়। (212, 306, 397, 932)
continued-from-label: প্রথম পৃষ্ঠার পর (81, 1254, 132, 1265)
paper-logo: দেশ প্রতিক্ষণ (1029, 17, 1184, 53)
continued-from-label: প্রথম পৃষ্ঠার পর (674, 1452, 725, 1463)
article-body: তামহা সিকিউরিটিজের গ্রাহকদের লোপাট হওয়া অর্থ ফেরত দিতে উদ্যোগ নিয়েছে নিয়ন্ত্রক সংস্থা। ক্ষতিগ্রস্ত বিনিয়োগকারীদের তালিকা চূড়ান্ত করা হচ্ছে। সংশ্লিষ্টরা জানান, গত কয়েক বছরে এ খাতে ব্যাপক অনিয়ম ও দুর্নীতি হয়েছে। দায়ীদের চিহ্নিত করে আইনের আওতায় আনার কাজ চলছে। তদন্ত প্রতিবেদন হাতে পাওয়ার পর প্রয়োজনীয় ব্যবস্থা নেওয়া হবে। এ ক্ষেত্রে কাউকে ছাড় দেওয়া হবে না বলে হুঁশিয়ারি দেওয়া হয়। (606, 1261, 792, 1364)
article-continuation (212, 62, 396, 257)
staff-reporter-byline: • নিজস্ব প্রতিবেদক (1062, 942, 1125, 953)
continued-from-label: প্রথম পৃষ্ঠার পর (81, 105, 132, 116)
article-body: এসডিজি অর্জনে সমন্বিত পরিকল্পনা বাস্তবায়নের ওপর জোর দিয়েছেন বক্তারা। স্থানীয় পর্যায়ে অগ্রগতি পর্যালোচনায় নিয়মিত সভা করার সিদ্ধান্ত হয়েছে। প্রধান উপদেষ্টা বলেন, তরুণ প্রজন্মই দেশের ভবিষ্যৎ। তাদের দক্ষ জনশক্তি হিসেবে গড়ে তুলতে শিক্ষাব্যবস্থায় আমূল পরিবর্তন আনা হবে। প্রযুক্তিনির্ভর শিক্ষার পাশাপাশি নৈতিক মূল্যবোধের চর্চাও সমান গুরুত্ব পাবে। বিশ্ববিদ্যালয়গুলোকে গবেষণায় আরও মনোযোগী হওয়ার আহ্বান জানান তিনি। সভায় বক্তারা বলেন, দেশের অর্থনীতিকে এগিয়ে নিতে হলে বিনিয়োগবান্ধব পরিবেশ তৈরি করতে হবে। ব্যাংক খাতের সংস্কার, রাজস্ব আদায়ে স্বচ্ছতা এবং রপ্তানি বহুমুখীকরণের ওপর গুরুত্বারোপ করেন তারা। খেলাপি ঋণ আদায়ে কঠোর হওয়ার পরামর্শও দেন। গতকাল সচিবালয়ে সাংবাদিকদের সঙ্গে আলাপকালে তিনি এসব কথা বলেন। এ সময় সংশ্লিষ্ট মন্ত্রণালয়ের ঊর্ধ্বতন কর্মকর্তারা উপস্থিত ছিলেন। বৈঠকে বেশ কিছু গুরুত্বপূর্ণ সিদ্ধান্ত নেওয়া হয় বলে সংশ্লিষ্ট সূত্রে জানা গেছে। সিদ্ধান্ত বাস্তবায়নে শিগগিরই কমিটি গঠন করা হবে। সরকারের পক্ষ থেকে বলা হয়েছে, জনগণের ভোগান্তি কমাতে সব ধরনের পদক্ষেপ নেওয়া হবে। সেবা সহজ করতে ডিজিটাল পদ্ধতি চালুর উদ্যোগ নেওয়া হয়েছে। দুর্নীতি ও অনিয়মের বিরুদ্ধে জিরো টলারেন্স নীতি অব্যাহত থাকবে বলেও জানানো হয়। অনুষ্ঠানে আরও উপস্থিত ছিলেন বিভাগীয় কমিশনার, জেলা প্রশাসক, পুলিশ সুপারসহ প্রশাসনের ঊর্ধ্বতন কর্মকর্তারা। বক্তারা সামাজিক সম্প্রীতি বজায় রাখতে সবাইকে ঐক্যবদ্ধভাবে কাজ করার আহ্বান জানান। পরে মনোজ্ঞ সাংস্কৃতিক অনুষ্ঠান পরিবেশিত হয়। সংবাদ সম্মেলনে লিখিত বক্তব্যে বলা হয়, অভিযোগের বিষয়ে ইতোমধ্যে তদন্ত কমিটি গঠন করা হয়েছে। কমিটিকে সাত কর্মদিবসের মধ্যে প্রতিবেদন দাখিল করতে বলা হয়েছে। প্রতিবেদনের সুপারিশ অনুযায়ী পরবর্তী ব্যবস্থা নেওয়া হবে বলে জানানো হয়। তিনি বলেন, ভোটার তালিকা হালনাগাদের কাজ পুরোদমে চলছে। বাড়ি বাড়ি গিয়ে তথ্য সংগ্রহ করা হচ্ছে। কেউ যাতে বাদ না পড়ে, সে বিষয়ে মাঠপর্যায়ের কর্মকর্তাদের সুস্পষ্ট নির্দেশনা দেওয়া হয়েছে। প্রবাসী ভোটারদের ভোটাধিকার নিশ্চিত করতে কারিগরি দিকগুলোও খতিয়ে দেখা হচ্ছে। (804, 62, 989, 536)
article-continuation (607, 62, 791, 242)
continued-from-label: প্রথম পৃষ্ঠার পর (674, 546, 725, 557)
page-number-badge (166, 6, 224, 52)
article-ramadan-hoarding (1002, 881, 1186, 1839)
article-continuation (410, 950, 594, 1839)
column-3 (403, 62, 600, 1839)
article-code-of-conduct (607, 1409, 791, 1839)
continued-from-label: প্রথম পৃষ্ঠার পর (279, 1407, 330, 1418)
weekday-label: মঙ্গলবার (10, 11, 58, 27)
article-rule-of-law (804, 910, 988, 1839)
article-body: রমজান সামনে রেখে পণ্য মজুতের অভিনব কৌশল নিয়েছে একটি অসাধু চক্র। গুদামের বদলে বন্দরের অদূরে লাইটার জাহাজেই দিনের পর দিন আটকে রাখা হচ্ছে ভোগ্যপণ্য। বিশেষজ্ঞরা বলছেন, নিত্যপ্রয়োজনীয় পণ্যের দাম নিয়ন্ত্রণে রাখতে হলে সরবরাহব্যবস্থা স্বাভাবিক রাখতে হবে। পাশাপাশি মজুতদারদের বিরুদ্ধে কঠোর অভিযান চালাতে হবে। রমজান সামনে রেখে অসাধু ব্যবসায়ীরা যাতে কারসাজি করতে না পারে, সেদিকে নজর রাখার তাগিদ দেন তারা। স্থানীয়রা জানান, দীর্ঘদিন ধরে একটি চক্র এলাকায় নানা অপকর্ম চালিয়ে আসছে। প্রশাসনের নাকের ডগায় এসব ঘটলেও কার্যকর ব্যবস্থা নেওয়া হয়নি। বিষয়টি নিয়ে এলাকাবাসীর মধ্যে ক্ষোভ দানা বেঁধেছে। দ্রুত ব্যবস্থা না নিলে কঠোর কর্মসূচির হুঁশিয়ারি দিয়েছেন তারা। সংশ্লিষ্টরা জানান, গত কয়েক বছরে এ খাতে ব্যাপক অনিয়ম ও দুর্নীতি হয়েছে। দায়ীদের চিহ্নিত করে আইনের আওতায় আনার কাজ চলছে। তদন্ত প্রতিবেদন হাতে পাওয়ার পর প্রয়োজনীয় ব্যবস্থা নেওয়া হবে। এ ক্ষেত্রে কাউকে ছাড় দেওয়া হবে না বলে হুঁশিয়ারি দেওয়া হয়। সভায় বক্তারা বলেন, দেশের অর্থনীতিকে এগিয়ে নিতে হলে বিনিয়োগবান্ধব পরিবেশ তৈরি করতে হবে। ব্যাংক খাতের সংস্কার, রাজস্ব আদায়ে স্বচ্ছতা এবং রপ্তানি বহুমুখীকরণের ওপর গুরুত্বারোপ করেন তারা। খেলাপি ঋণ আদায়ে কঠোর হওয়ার পরামর্শও দেন। সরকারের পক্ষ থেকে বলা হয়েছে, জনগণের ভোগান্তি কমাতে সব ধরনের পদক্ষেপ নেওয়া হবে। সেবা সহজ করতে ডিজিটাল পদ্ধতি চালুর উদ্যোগ নেওয়া হয়েছে। দুর্নীতি ও অনিয়মের বিরুদ্ধে জিরো টলারেন্স নীতি অব্যাহত থাকবে বলেও জানানো হয়। গতকাল সচিবালয়ে সাংবাদিকদের সঙ্গে আলাপকালে তিনি এসব কথা বলেন। এ সময় সংশ্লিষ্ট মন্ত্রণালয়ের ঊর্ধ্বতন কর্মকর্তারা উপস্থিত ছিলেন। বৈঠকে বেশ কিছু গুরুত্বপূর্ণ সিদ্ধান্ত নেওয়া হয় বলে সংশ্লিষ্ট সূত্রে জানা গেছে। সিদ্ধান্ত বাস্তবায়নে শিগগিরই কমিটি গঠন করা হবে। অনুষ্ঠানে আরও উপস্থিত ছিলেন বিভাগীয় কমিশনার, জেলা প্রশাসক, পুলিশ সুপারসহ প্রশাসনের ঊর্ধ্বতন কর্মকর্তারা। বক্তারা সামাজিক সম্প্রীতি বজায় রাখতে সবাইকে ঐক্যবদ্ধভাবে কাজ করার আহ্বান জানান। পরে মনোজ্ঞ সাংস্কৃতিক অনুষ্ঠান পরিবেশিত হয়। (1001, 959, 1186, 1434)
article-17-years-election (14, 1484, 199, 1839)
article-continuation (804, 62, 988, 902)
paper-logo-block (1029, 6, 1188, 53)
article-body: পুঁজিবাজারে তালিকাভুক্ত ১২টি কোম্পানির ঘোষিত লভ্যাংশ এখনো বিনিয়োগকারীদের হাতে পৌঁছায়নি। বিধি অনুযায়ী ঘোষণার ৩০ দিনের মধ্যে লভ্যাংশ বিতরণের বাধ্যবাধকতা থাকলেও তা মানা হচ্ছে না। ঢাকা স্টক এক্সচেঞ্জে (ডিএসই) গতকাল লেনদেন হয়েছে ৪১২ কোটি টাকার শেয়ার। আগের কার্যদিবসের চেয়ে প্রধান সূচক বেড়েছে ১১ পয়েন্ট। লেনদেনে অংশ নেওয়া কোম্পানিগুলোর মধ্যে দর বেড়েছে ১৯৮টির, কমেছে ১২৬টির এবং অপরিবর্তিত রয়েছে ৭২টির। সভায় বক্তারা বলেন, দেশের অর্থনীতিকে এগিয়ে নিতে হলে বিনিয়োগবান্ধব পরিবেশ তৈরি করতে হবে। ব্যাংক খাতের সংস্কার, রাজস্ব আদায়ে স্বচ্ছতা এবং রপ্তানি বহুমুখীকরণের ওপর গুরুত্বারোপ করেন তারা। খেলাপি ঋণ আদায়ে কঠোর হওয়ার পরামর্শও দেন। সংশ্লিষ্টরা জানান, গত কয়েক বছরে এ খাতে ব্যাপক অনিয়ম ও দুর্নীতি হয়েছে। দায়ীদের চিহ্নিত করে আইনের আওতায় আনার কাজ চলছে। তদন্ত প্রতিবেদন হাতে পাওয়ার পর প্রয়োজনীয় ব্যবস্থা নেওয়া হবে। এ ক্ষেত্রে কাউকে ছাড় দেওয়া হবে না বলে হুঁশিয়ারি দেওয়া হয়। (14, 899, 200, 1130)
